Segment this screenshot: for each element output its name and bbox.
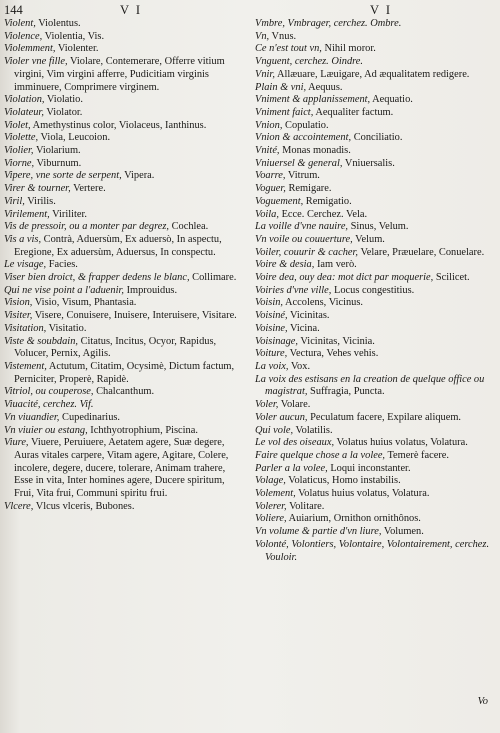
dictionary-entry <box>255 323 495 336</box>
dictionary-entry <box>4 234 242 259</box>
dictionary-entry <box>255 463 495 476</box>
entry-translation: Violenter. <box>55 43 99 55</box>
entry-translation: Visere, Conuisere, Inuisere, Interuisere, Visitare. <box>32 310 237 322</box>
dictionary-entry <box>255 132 495 145</box>
entry-translation: Viriliter. <box>49 208 87 220</box>
entry-translation: Improuidus. <box>123 284 178 296</box>
entry-headword: Le visage, <box>4 259 47 271</box>
entry-headword: Visitation, <box>4 322 47 334</box>
entry-translation: Velare, Præuelare, Conuelare. <box>358 246 485 258</box>
entry-headword: Voire & desia, <box>255 259 315 271</box>
entry-headword: Vniuersel & general, <box>255 157 343 169</box>
entry-headword: Vniment faict, <box>255 106 314 118</box>
dictionary-entry <box>4 94 242 107</box>
entry-headword: Volerer, <box>255 500 287 512</box>
entry-translation: Volaticus, Homo instabilis. <box>285 475 401 487</box>
dictionary-entry <box>255 82 495 95</box>
entry-translation: Volare. <box>278 399 311 411</box>
entry-translation: Vipera. <box>121 170 155 182</box>
entry-headword: Volonté, Volontiers, Volontaire, Volontairement, cerchez. Vouloir. <box>255 538 490 563</box>
entry-translation: Iam verò. <box>314 259 357 271</box>
dictionary-entry <box>255 437 495 450</box>
dictionary-entry <box>4 259 242 272</box>
running-title-right: V I <box>370 3 393 17</box>
entry-translation: Vicinitas, Vicinia. <box>298 335 375 347</box>
entry-headword: Parler a la volee, <box>255 462 328 474</box>
dictionary-entry <box>255 399 495 412</box>
dictionary-entry <box>255 107 495 120</box>
entry-translation: Temerè facere. <box>385 449 450 461</box>
dictionary-entry <box>255 31 495 44</box>
dictionary-entry <box>4 107 242 120</box>
entry-headword: La voix des estisans en la creation de quelque office ou magistrat, <box>255 373 485 398</box>
entry-headword: Voisiné, <box>255 310 288 322</box>
dictionary-entry <box>255 513 495 526</box>
entry-headword: Viuacité, cerchez. Vif. <box>4 399 94 411</box>
entry-headword: Viser bien droict, & frapper dedens le blanc, <box>4 272 190 284</box>
entry-translation: Violator. <box>43 106 83 118</box>
entry-translation: Contrà, Aduersùm, Ex aduersò, In aspectu, Eregione, Ex aduersùm, Aduersus, In conspectu. <box>14 233 222 258</box>
entry-headword: Voisin, <box>255 297 283 309</box>
entry-headword: Qui vole, <box>255 424 294 436</box>
entry-headword: Violier, <box>4 145 34 157</box>
entry-translation: Loqui inconstanter. <box>327 462 411 474</box>
dictionary-entry <box>4 132 242 145</box>
entry-headword: Vn volume & partie d'vn liure, <box>255 526 382 538</box>
entry-translation: Chalcanthum. <box>93 386 155 398</box>
entry-headword: Vipere, vne sorte de serpent, <box>4 170 122 182</box>
dictionary-entry <box>255 259 495 272</box>
entry-translation: Ichthyotrophium, Piscina. <box>87 424 198 436</box>
dictionary-entry <box>255 120 495 133</box>
dictionary-entry <box>4 56 242 94</box>
entry-translation: Vniuersalis. <box>342 157 395 169</box>
dictionary-entry <box>4 183 242 196</box>
dictionary-entry <box>255 475 495 488</box>
dictionary-entry <box>255 170 495 183</box>
entry-headword: Vnité, <box>255 145 280 157</box>
entry-headword: Voguement, <box>255 195 304 207</box>
entry-translation: Vicinitas. <box>287 310 330 322</box>
entry-headword: Vis a vis, <box>4 233 42 245</box>
entry-headword: Voila, <box>255 208 279 220</box>
dictionary-entry <box>255 336 495 349</box>
dictionary-entry <box>4 425 242 438</box>
entry-translation: Aequaliter factum. <box>313 106 394 118</box>
entry-translation: Volatus huius volatus, Volatura. <box>295 488 430 500</box>
right-column <box>255 18 495 564</box>
dictionary-entry <box>255 297 495 310</box>
entry-translation: Allæuare, Læuigare, Ad æqualitatem redigere. <box>274 68 470 80</box>
entry-translation: Actutum, Citatim, Ocysimè, Dictum factum, Perniciter, Properè, Rapidè. <box>14 360 235 385</box>
entry-headword: Vis de pressoir, ou a monter par degrez, <box>4 221 169 233</box>
entry-translation: Visitatio. <box>46 322 87 334</box>
entry-headword: Voler aucun, <box>255 411 308 423</box>
dictionary-entry <box>255 69 495 82</box>
dictionary-entry <box>255 310 495 323</box>
dictionary-entry <box>255 526 495 539</box>
entry-headword: La voix, <box>255 360 289 372</box>
entry-headword: Plain & vni, <box>255 81 307 93</box>
entry-headword: Violateur, <box>4 106 44 118</box>
entry-headword: Vn viuier ou estang, <box>4 424 88 436</box>
entry-headword: Voire dea, ouy dea: mot dict par moquerie, <box>255 272 434 284</box>
entry-translation: Vlcus vlceris, Bubones. <box>33 500 135 512</box>
entry-headword: Vnion, <box>255 119 283 131</box>
entry-translation: Volatus huius volatus, Volatura. <box>334 437 468 449</box>
entry-headword: Voiture, <box>255 348 288 360</box>
dictionary-entry <box>255 196 495 209</box>
dictionary-entry <box>4 18 242 31</box>
entry-headword: Vision, <box>4 297 33 309</box>
entry-headword: Virilement, <box>4 208 50 220</box>
entry-headword: Voliere, <box>255 513 287 525</box>
entry-headword: Viril, <box>4 195 25 207</box>
dictionary-entry <box>4 336 242 361</box>
entry-headword: Vlcere, <box>4 500 34 512</box>
dictionary-entry <box>4 272 242 285</box>
entry-translation: Volumen. <box>381 526 424 538</box>
dictionary-entry <box>255 501 495 514</box>
dictionary-entry <box>4 310 242 323</box>
entry-translation: Ecce. Cerchez. Vela. <box>278 208 368 220</box>
dictionary-entry <box>4 43 242 56</box>
entry-headword: La voille d'vne nauire, <box>255 221 349 233</box>
entry-translation: Aequatio. <box>370 94 413 106</box>
entry-headword: Violence, <box>4 30 43 42</box>
catchword: Vo <box>477 696 488 707</box>
dictionary-entry <box>4 31 242 44</box>
entry-headword: Vnion & accointement, <box>255 132 352 144</box>
entry-headword: Voisine, <box>255 322 288 334</box>
entry-headword: Voarre, <box>255 170 286 182</box>
entry-headword: Faire quelque chose a la volee, <box>255 449 386 461</box>
entry-headword: Virer & tourner, <box>4 183 71 195</box>
entry-headword: Vistement, <box>4 360 47 372</box>
dictionary-entry <box>255 539 495 564</box>
entry-headword: Volement, <box>255 488 296 500</box>
running-title-left: V I <box>120 3 143 17</box>
dictionary-entry <box>255 209 495 222</box>
entry-headword: Voiler, couurir & cacher, <box>255 246 359 258</box>
entry-translation: Viburnum. <box>34 157 82 169</box>
entry-translation: Aequus. <box>306 81 343 93</box>
dictionary-entry <box>4 145 242 158</box>
entry-headword: Vnguent, cerchez. Oindre. <box>255 56 364 68</box>
dictionary-entry <box>4 323 242 336</box>
entry-translation: Velum. <box>352 233 385 245</box>
dictionary-entry <box>255 361 495 374</box>
entry-translation: Violentus. <box>35 18 81 29</box>
entry-headword: Voisinage, <box>255 335 299 347</box>
entry-translation: Violarium. <box>33 145 81 157</box>
dictionary-entry <box>255 450 495 463</box>
entry-translation: Volitare. <box>286 500 325 512</box>
dictionary-entry <box>255 43 495 56</box>
entry-translation: Vertere. <box>70 183 106 195</box>
dictionary-entry <box>255 488 495 501</box>
entry-headword: Vn voile ou couuerture, <box>255 233 353 245</box>
dictionary-entry <box>4 386 242 399</box>
entry-translation: Vnus. <box>269 30 297 42</box>
entry-translation: Monas monadis. <box>279 145 351 157</box>
dictionary-entry <box>255 145 495 158</box>
entry-headword: Le vol des oiseaux, <box>255 437 335 449</box>
entry-translation: Locus congestitius. <box>331 284 415 296</box>
entry-headword: Violemment, <box>4 43 56 55</box>
entry-headword: Voguer, <box>255 183 286 195</box>
entry-translation: Violentia, Vis. <box>42 30 105 42</box>
entry-translation: Viola, Leucoion. <box>38 132 111 144</box>
entry-translation: Facies. <box>46 259 78 271</box>
dictionary-entry <box>4 437 242 501</box>
entry-translation: Scilicet. <box>433 272 470 284</box>
dictionary-entry <box>4 221 242 234</box>
dictionary-entry <box>4 285 242 298</box>
entry-headword: Violation, <box>4 94 45 106</box>
dictionary-entry <box>255 348 495 361</box>
entry-translation: Citatus, Incitus, Ocyor, Rapidus, Volucer, Pernix, Agilis. <box>14 335 217 360</box>
entry-translation: Conciliatio. <box>351 132 403 144</box>
entry-translation: Auiarium, Ornithon ornithônos. <box>286 513 421 525</box>
entry-translation: Nihil moror. <box>321 43 376 55</box>
entry-translation: Collimare. <box>189 272 237 284</box>
dictionary-entry <box>4 399 242 412</box>
left-column <box>4 18 242 513</box>
entry-headword: Violer vne fille, <box>4 56 68 68</box>
entry-headword: Violette, <box>4 132 39 144</box>
entry-headword: Violet, <box>4 119 31 131</box>
entry-translation: Vicina. <box>287 322 320 334</box>
entry-translation: Volatilis. <box>293 424 333 436</box>
entry-translation: Remigare. <box>285 183 332 195</box>
entry-headword: Voler, <box>255 399 279 411</box>
dictionary-entry <box>4 501 242 514</box>
entry-headword: Viste & soubdain, <box>4 335 78 347</box>
dictionary-entry <box>255 285 495 298</box>
dictionary-entry <box>4 412 242 425</box>
entry-headword: Qui ne vise point a l'aduenir, <box>4 284 124 296</box>
entry-headword: Visiter, <box>4 310 33 322</box>
dictionary-entry <box>255 56 495 69</box>
entry-translation: Copulatio. <box>282 119 329 131</box>
entry-headword: Vn viuandier, <box>4 411 60 423</box>
entry-translation: Vectura, Vehes vehis. <box>287 348 379 360</box>
dictionary-entry <box>255 94 495 107</box>
entry-headword: Vmbre, Vmbrager, cerchez. Ombre. <box>255 18 402 29</box>
dictionary-entry <box>4 170 242 183</box>
dictionary-entry <box>255 374 495 399</box>
entry-translation: Vitrum. <box>285 170 320 182</box>
page-number: 144 <box>4 3 23 17</box>
entry-translation: Remigatio. <box>303 195 352 207</box>
entry-headword: Vniment & applanissement, <box>255 94 371 106</box>
dictionary-entry <box>255 412 495 425</box>
dictionary-entry <box>255 18 495 31</box>
entry-headword: Ce n'est tout vn, <box>255 43 322 55</box>
entry-headword: Vnir, <box>255 68 275 80</box>
entry-translation: Cupedinarius. <box>59 411 121 423</box>
dictionary-entry <box>255 183 495 196</box>
entry-headword: Voiries d'vne ville, <box>255 284 332 296</box>
entry-translation: Visio, Visum, Phantasia. <box>32 297 137 309</box>
entry-headword: Volage, <box>255 475 286 487</box>
dictionary-entry <box>255 272 495 285</box>
entry-translation: Accolens, Vicinus. <box>283 297 363 309</box>
dictionary-entry <box>255 234 495 247</box>
dictionary-entry <box>4 196 242 209</box>
dictionary-entry <box>4 120 242 133</box>
dictionary-entry <box>4 361 242 386</box>
entry-translation: Cochlea. <box>169 221 209 233</box>
dictionary-entry <box>255 221 495 234</box>
entry-headword: Viorne, <box>4 157 35 169</box>
entry-headword: Vn, <box>255 30 270 42</box>
entry-translation: Amethystinus color, Violaceus, Ianthinus. <box>30 119 207 131</box>
entry-headword: Vitriol, ou couperose, <box>4 386 94 398</box>
entry-headword: Viure, <box>4 437 29 449</box>
dictionary-entry <box>4 209 242 222</box>
dictionary-entry <box>255 247 495 260</box>
entry-translation: Peculatum facere, Expilare aliquem. <box>307 411 462 423</box>
dictionary-entry <box>4 158 242 171</box>
dictionary-entry <box>255 425 495 438</box>
entry-translation: Virilis. <box>24 195 56 207</box>
entry-translation: Sinus, Velum. <box>348 221 409 233</box>
entry-headword: Violent, <box>4 18 36 29</box>
dictionary-entry <box>4 297 242 310</box>
entry-translation: Viuere, Peruiuere, Aetatem agere, Suæ degere, Auras vitales carpere, Vitam agere, Agitare, Colere, incolere, degere, ducere, tolerare, Animam trahere, Esse in vita, Inter homines agere, Ducere spiritum, Frui, Vita frui, Communi spiritu frui. <box>14 437 229 500</box>
entry-translation: Suffragia, Puncta. <box>307 386 385 398</box>
entry-translation: Vox. <box>288 360 311 372</box>
entry-translation: Violare, Contemerare, Offerre vitium virgini, Vim virgini afferre, Pudicitiam virginis imminuere, Comprimere virginem. <box>14 56 225 93</box>
dictionary-entry <box>255 158 495 171</box>
entry-translation: Violatio. <box>44 94 83 106</box>
